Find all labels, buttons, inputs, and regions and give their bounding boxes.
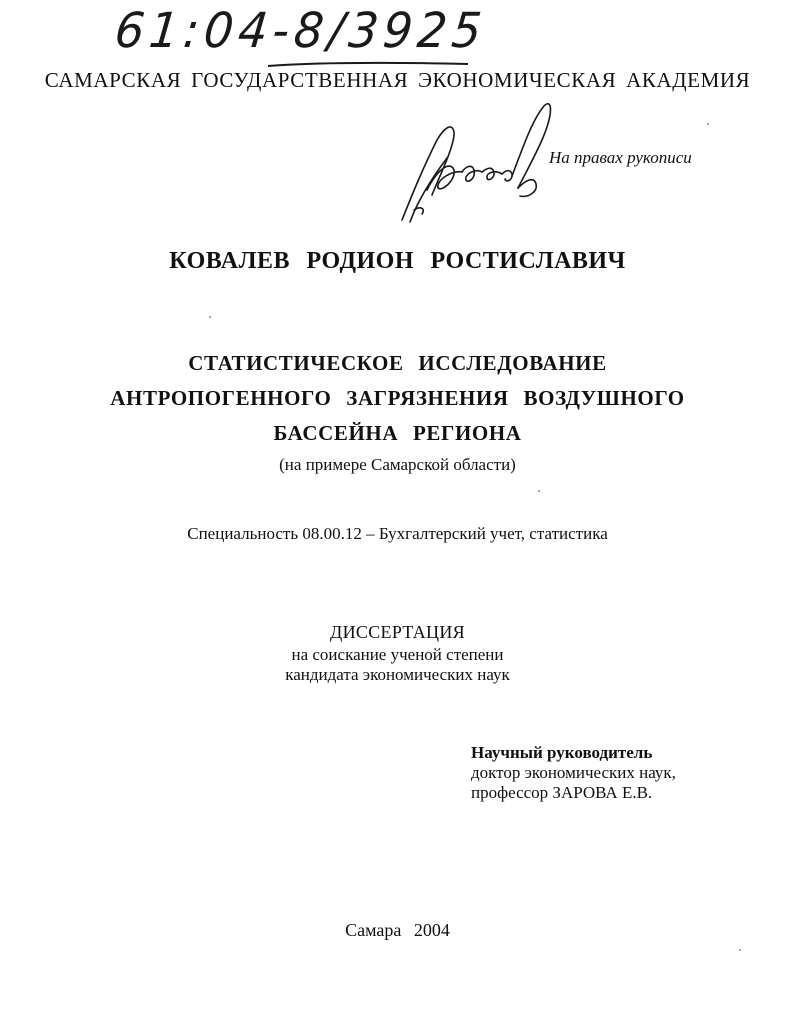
manuscript-rights-note: На правах рукописи [549,148,692,167]
signature-image [392,100,562,230]
author-name: КОВАЛЕВ РОДИОН РОСТИСЛАВИЧ [169,248,626,274]
dissertation-purpose: на соискание ученой степени [291,645,504,664]
supervisor-block [471,743,676,803]
scan-speck [538,490,540,492]
supervisor-role: Научный руководитель [471,743,653,762]
title-line-2: АНТРОПОГЕННОГО ЗАГРЯЗНЕНИЯ ВОЗДУШНОГО [110,386,685,410]
supervisor-name: профессор ЗАРОВА Е.В. [471,783,653,802]
scan-speck [739,949,741,951]
archive-code: 61:04-8/3925 [112,2,489,59]
dissertation-degree: кандидата экономических наук [285,665,510,684]
title-subtitle: (на примере Самарской области) [279,455,516,474]
scan-speck [209,316,211,318]
dissertation-type: ДИССЕРТАЦИЯ [330,622,465,642]
supervisor-degree: доктор экономических наук, [471,763,676,782]
title-line-3: БАССЕЙНА РЕГИОНА [273,421,522,445]
institution-name: САМАРСКАЯ ГОСУДАРСТВЕННАЯ ЭКОНОМИЧЕСКАЯ АКАДЕМИЯ [44,68,751,92]
specialty-line: Специальность 08.00.12 – Бухгалтерский учет, статистика [187,524,608,543]
city-year: Самара 2004 [345,920,450,940]
scan-speck [707,123,709,125]
title-line-1: СТАТИСТИЧЕСКОЕ ИССЛЕДОВАНИЕ [188,351,607,375]
